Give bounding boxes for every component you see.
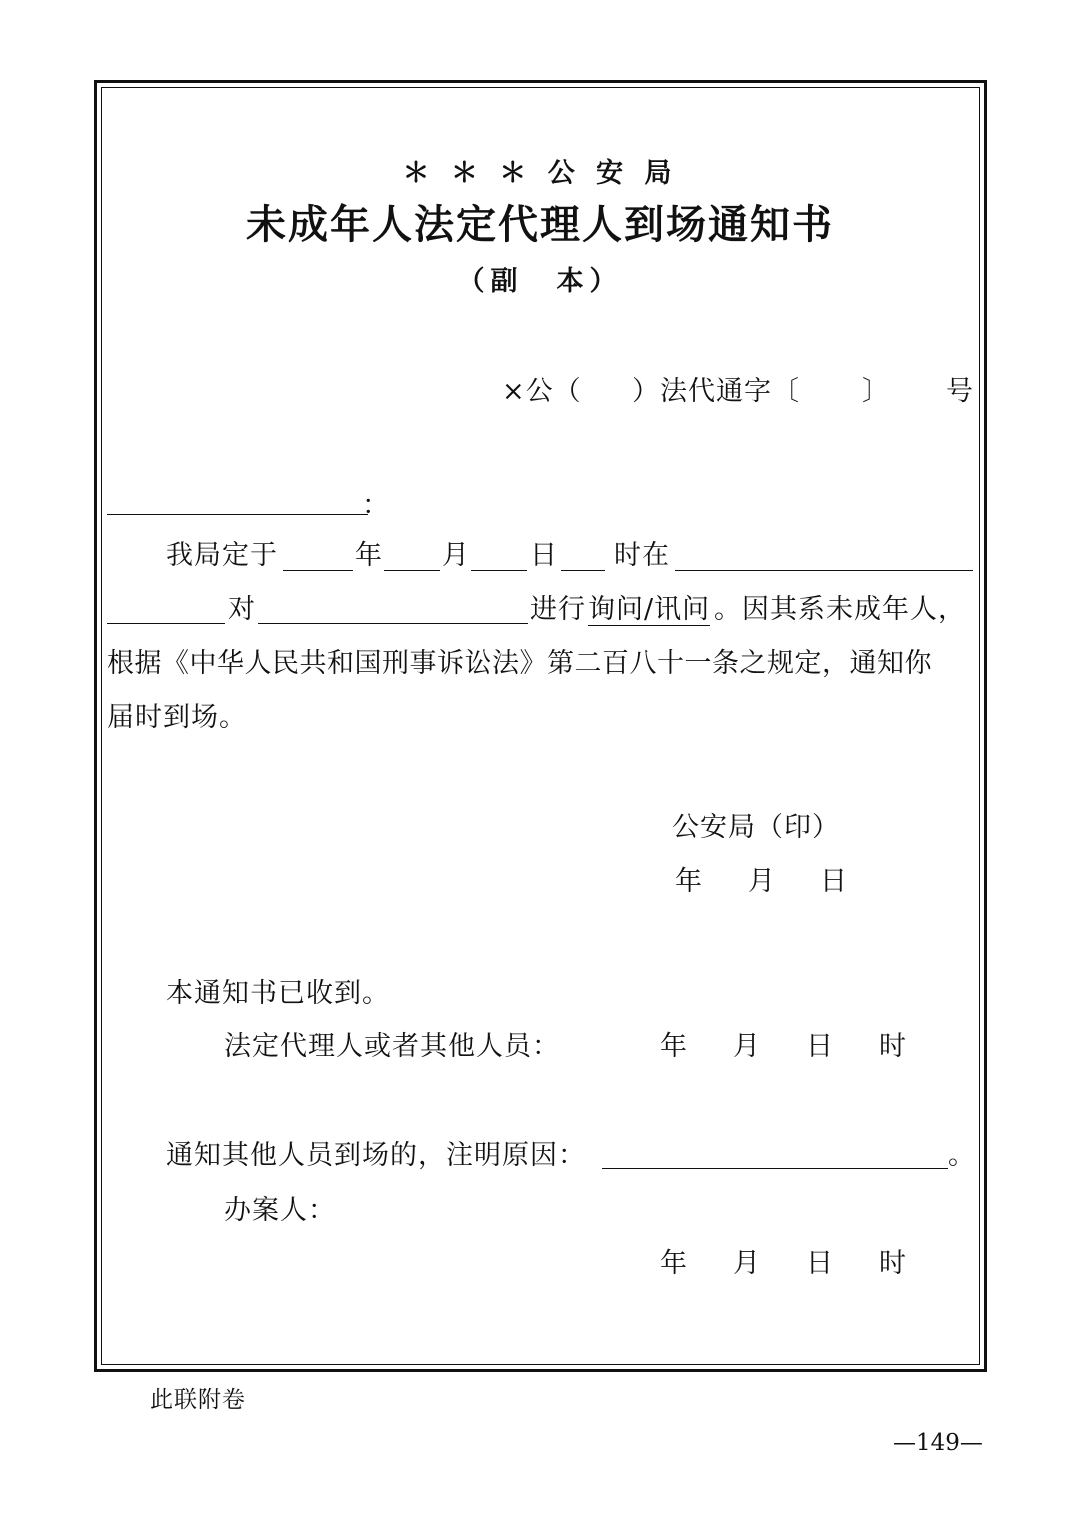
hour-location-label: 时在 <box>614 540 670 571</box>
body-start-text: 我局定于 <box>166 540 278 571</box>
doc-number-close: 〕 <box>862 376 890 407</box>
day-label: 日 <box>530 540 558 571</box>
inquiry-type: 询问/讯问 <box>588 594 711 625</box>
location-blank <box>675 570 973 571</box>
officer-hour: 时 <box>879 1248 907 1279</box>
year-label: 年 <box>355 540 383 571</box>
hour-blank <box>561 570 605 571</box>
receipt-year: 年 <box>660 1031 688 1062</box>
archive-note: 此联附卷 <box>150 1387 246 1413</box>
sign-month: 月 <box>748 866 776 897</box>
agency-name: ＊ ＊ ＊ 公 安 局 <box>402 158 678 189</box>
bureau-seal: 公安局（印） <box>672 812 840 843</box>
copy-label: （副 本） <box>457 266 623 297</box>
sign-year: 年 <box>675 866 703 897</box>
reason-label: 通知其他人员到场的，注明原因： <box>166 1140 586 1171</box>
sign-day: 日 <box>820 866 848 897</box>
reason-end: 。 <box>948 1140 976 1171</box>
receipt-hour: 时 <box>879 1031 907 1062</box>
month-blank <box>384 570 440 571</box>
location-blank-cont <box>107 623 225 624</box>
officer-label: 办案人： <box>224 1195 336 1226</box>
jinxing-label: 进行 <box>530 594 586 625</box>
doc-number-suffix: 号 <box>946 376 974 407</box>
guardian-label: 法定代理人或者其他人员： <box>224 1031 560 1062</box>
officer-month: 月 <box>733 1248 761 1279</box>
month-label: 月 <box>442 540 470 571</box>
officer-day: 日 <box>806 1248 834 1279</box>
legal-basis-text: 根据《中华人民共和国刑事诉讼法》第二百八十一条之规定，通知你 <box>107 648 932 679</box>
dui-label: 对 <box>228 594 256 625</box>
receipt-month: 月 <box>733 1031 761 1062</box>
addressee-colon: ： <box>362 490 390 521</box>
received-text: 本通知书已收到。 <box>166 978 390 1009</box>
arrive-text: 届时到场。 <box>107 702 247 733</box>
reason-blank <box>602 1168 948 1169</box>
receipt-day: 日 <box>806 1031 834 1062</box>
doc-number-middle: ）法代通字〔 <box>632 376 800 407</box>
officer-year: 年 <box>660 1248 688 1279</box>
year-blank <box>283 570 353 571</box>
minor-reason-text: 。因其系未成年人， <box>714 594 966 625</box>
document-title: 未成年人法定代理人到场通知书 <box>246 201 834 248</box>
person-blank <box>258 623 528 624</box>
page-number: —149— <box>893 1430 983 1456</box>
day-blank <box>471 570 527 571</box>
addressee-blank <box>107 514 368 515</box>
doc-number-prefix: ×公（ <box>502 376 582 407</box>
